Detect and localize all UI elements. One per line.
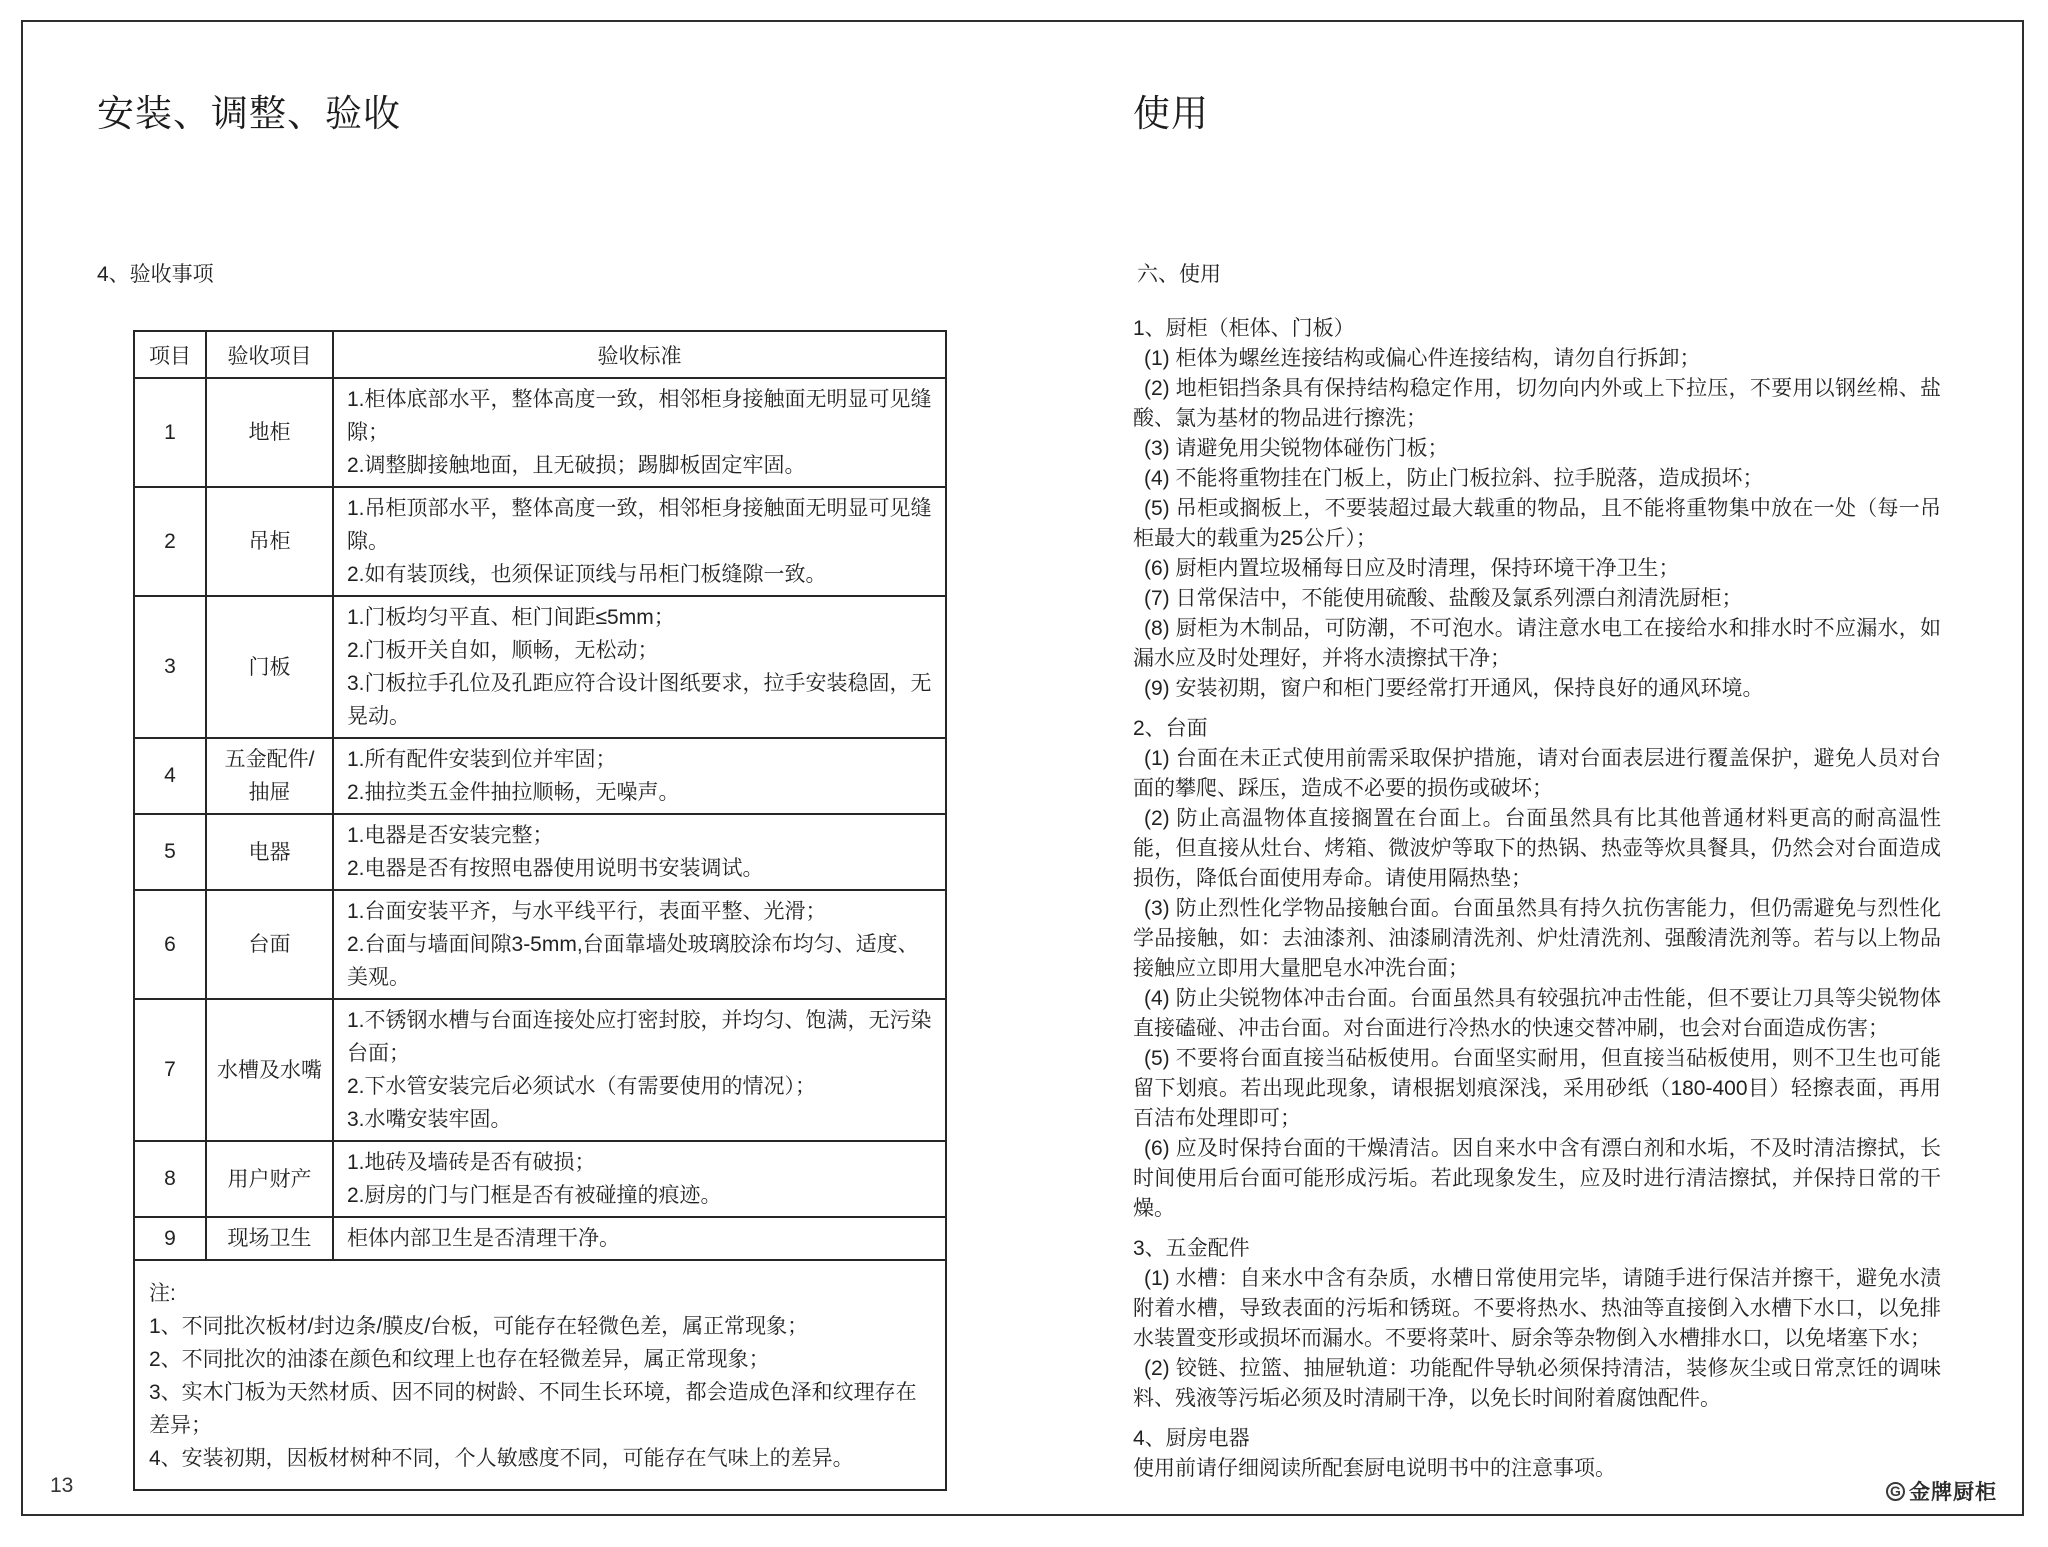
row-item: 水槽及水嘴	[206, 999, 333, 1141]
usage-item: (4) 防止尖锐物体冲击台面。台面虽然具有较强抗冲击性能，但不要让刀具等尖锐物体直接磕碰、冲击台面。对台面进行冷热水的快速交替冲刷，也会对台面造成伤害；	[1133, 987, 1941, 1040]
page-number: 13	[50, 1474, 74, 1497]
row-standards	[333, 378, 946, 487]
row-number: 6	[134, 890, 206, 999]
row-item: 现场卫生	[206, 1217, 333, 1260]
note-line: 3、实木门板为天然材质、因不同的树龄、不同生长环境，都会造成色泽和纹理存在差异；	[149, 1381, 917, 1437]
usage-item: (1) 柜体为螺丝连接结构或偏心件连接结构，请勿自行拆卸；	[1144, 347, 1701, 370]
row-item: 地柜	[206, 378, 333, 487]
usage-item: (7) 日常保洁中，不能使用硫酸、盐酸及氯系列漂白剂清洗厨柜；	[1144, 587, 1743, 610]
row-number: 1	[134, 378, 206, 487]
standard-line: 2.抽拉类五金件抽拉顺畅，无噪声。	[347, 781, 680, 804]
standard-line: 1.吊柜顶部水平，整体高度一致，相邻柜身接触面无明显可见缝隙。	[347, 497, 932, 553]
row-item: 电器	[206, 814, 333, 890]
usage-body	[1133, 314, 1941, 1484]
row-item: 台面	[206, 890, 333, 999]
table-notes-row	[134, 1260, 946, 1490]
usage-item: (2) 防止高温物体直接搁置在台面上。台面虽然具有比其他普通材料更高的耐高温性能，但直接从灶台、烤箱、微波炉等取下的热锅、热壶等炊具餐具，仍然会对台面造成损伤，降低台面使用寿命。请使用隔热垫；	[1133, 807, 1941, 890]
usage-item: (6) 应及时保持台面的干燥清洁。因自来水中含有漂白剂和水垢，不及时清洁擦拭，长时间使用后台面可能形成污垢。若此现象发生，应及时进行清洁擦拭，并保持日常的干燥。	[1133, 1137, 1941, 1220]
usage-item: (3) 防止烈性化学物品接触台面。台面虽然具有持久抗伤害能力，但仍需避免与烈性化学品接触，如：去油漆剂、油漆刷清洗剂、炉灶清洗剂、强酸清洗剂等。若与以上物品接触应立即用大量肥皂水冲洗台面；	[1133, 897, 1941, 980]
usage-item: (8) 厨柜为木制品，可防潮，不可泡水。请注意水电工在接给水和排水时不应漏水，如漏水应及时处理好，并将水渍擦拭干净；	[1133, 617, 1941, 670]
standard-line: 1.台面安装平齐，与水平线平行，表面平整、光滑；	[347, 900, 827, 923]
table-row	[134, 596, 946, 738]
row-standards	[333, 814, 946, 890]
goldenhome-logo-icon: G	[1886, 1482, 1905, 1501]
usage-item: (3) 请避免用尖锐物体碰伤门板；	[1144, 437, 1449, 460]
standard-line: 2.下水管安装完后必须试水（有需要使用的情况）；	[347, 1075, 817, 1098]
row-item: 五金配件/抽屉	[206, 738, 333, 814]
row-standards	[333, 999, 946, 1141]
note-line: 4、安装初期，因板材树种不同，个人敏感度不同，可能存在气味上的差异。	[149, 1447, 854, 1470]
row-standards	[333, 596, 946, 738]
row-standards	[333, 890, 946, 999]
note-line: 1、不同批次板材/封边条/膜皮/台板，可能存在轻微色差，属正常现象；	[149, 1315, 809, 1338]
usage-section-heading: 4、厨房电器	[1133, 1427, 1250, 1450]
usage-item: (4) 不能将重物挂在门板上，防止门板拉斜、拉手脱落，造成损坏；	[1144, 467, 1764, 490]
standard-line: 2.如有装顶线，也须保证顶线与吊柜门板缝隙一致。	[347, 563, 827, 586]
row-number: 9	[134, 1217, 206, 1260]
usage-item: (2) 铰链、拉篮、抽屉轨道：功能配件导轨必须保持清洁，装修灰尘或日常烹饪的调味料、残液等污垢必须及时清刷干净，以免长时间附着腐蚀配件。	[1133, 1357, 1941, 1410]
table-row	[134, 1141, 946, 1217]
table-row	[134, 378, 946, 487]
row-number: 2	[134, 487, 206, 596]
left-section-label: 4、验收事项	[97, 263, 214, 286]
brand-name: 金牌厨柜	[1909, 1481, 1997, 1504]
table-row	[134, 999, 946, 1141]
standard-line: 1.地砖及墙砖是否有破损；	[347, 1151, 596, 1174]
table-row	[134, 487, 946, 596]
header-acceptance-standard: 验收标准	[333, 331, 946, 378]
usage-section-heading: 2、台面	[1133, 717, 1208, 740]
usage-item: 使用前请仔细阅读所配套厨电说明书中的注意事项。	[1133, 1457, 1616, 1480]
standard-line: 2.厨房的门与门框是否有被碰撞的痕迹。	[347, 1184, 722, 1207]
standard-line: 2.台面与墙面间隙3-5mm,台面靠墙处玻璃胶涂布均匀、适度、美观。	[347, 933, 919, 989]
usage-item: (6) 厨柜内置垃圾桶每日应及时清理，保持环境干净卫生；	[1144, 557, 1680, 580]
standard-line: 1.所有配件安装到位并牢固；	[347, 748, 617, 771]
table-header-row	[134, 331, 946, 378]
standard-line: 2.调整脚接触地面，且无破损；踢脚板固定牢固。	[347, 454, 806, 477]
notes-label: 注:	[149, 1282, 176, 1305]
standard-line: 1.门板均匀平直、柜门间距≤5mm；	[347, 606, 675, 629]
row-number: 7	[134, 999, 206, 1141]
acceptance-table	[133, 330, 947, 1491]
usage-item: (9) 安装初期，窗户和柜门要经常打开通风，保持良好的通风环境。	[1144, 677, 1764, 700]
table-row	[134, 1217, 946, 1260]
row-standards	[333, 1217, 946, 1260]
header-item-no: 项目	[134, 331, 206, 378]
row-number: 3	[134, 596, 206, 738]
table-notes-cell	[134, 1260, 946, 1490]
row-standards	[333, 487, 946, 596]
usage-item: (1) 台面在未正式使用前需采取保护措施，请对台面表层进行覆盖保护，避免人员对台面的攀爬、踩压，造成不必要的损伤或破坏；	[1133, 747, 1941, 800]
row-standards	[333, 1141, 946, 1217]
standard-line: 柜体内部卫生是否清理干净。	[347, 1227, 620, 1250]
usage-item: (5) 不要将台面直接当砧板使用。台面坚实耐用，但直接当砧板使用，则不卫生也可能留下划痕。若出现此现象，请根据划痕深浅，采用砂纸（180-400目）轻擦表面，再用百洁布处理即可；	[1133, 1047, 1941, 1130]
row-item: 用户财产	[206, 1141, 333, 1217]
usage-section-heading: 3、五金配件	[1133, 1237, 1250, 1260]
table-row	[134, 738, 946, 814]
table-row	[134, 814, 946, 890]
row-number: 8	[134, 1141, 206, 1217]
usage-item: (1) 水槽：自来水中含有杂质，水槽日常使用完毕，请随手进行保洁并擦干，避免水渍附着水槽，导致表面的污垢和锈斑。不要将热水、热油等直接倒入水槽下水口，以免排水装置变形或损坏而漏水。不要将菜叶、厨余等杂物倒入水槽排水口，以免堵塞下水；	[1133, 1267, 1941, 1350]
right-section-label: 六、使用	[1137, 263, 1221, 286]
standard-line: 2.电器是否有按照电器使用说明书安装调试。	[347, 857, 764, 880]
standard-line: 3.水嘴安装牢固。	[347, 1108, 512, 1131]
row-number: 4	[134, 738, 206, 814]
standard-line: 1.电器是否安装完整；	[347, 824, 554, 847]
standard-line: 2.门板开关自如，顺畅，无松动；	[347, 639, 659, 662]
header-acceptance-item: 验收项目	[206, 331, 333, 378]
row-item: 吊柜	[206, 487, 333, 596]
usage-item: (5) 吊柜或搁板上，不要装超过最大载重的物品，且不能将重物集中放在一处（每一吊柜最大的载重为25公斤）；	[1133, 497, 1941, 550]
left-page-title: 安装、调整、验收	[97, 93, 401, 134]
right-page-title: 使用	[1133, 93, 1209, 134]
usage-item: (2) 地柜铝挡条具有保持结构稳定作用，切勿向内外或上下拉压，不要用以钢丝棉、盐酸、氯为基材的物品进行擦洗；	[1133, 377, 1941, 430]
note-line: 2、不同批次的油漆在颜色和纹理上也存在轻微差异，属正常现象；	[149, 1348, 770, 1371]
standard-line: 1.柜体底部水平，整体高度一致，相邻柜身接触面无明显可见缝隙；	[347, 388, 932, 444]
standard-line: 3.门板拉手孔位及孔距应符合设计图纸要求，拉手安装稳固，无晃动。	[347, 672, 932, 728]
brand-logo	[1886, 1476, 1997, 1506]
row-item: 门板	[206, 596, 333, 738]
row-number: 5	[134, 814, 206, 890]
standard-line: 1.不锈钢水槽与台面连接处应打密封胶，并均匀、饱满，无污染台面；	[347, 1009, 932, 1065]
table-row	[134, 890, 946, 999]
usage-section-heading: 1、厨柜（柜体、门板）	[1133, 317, 1355, 340]
row-standards	[333, 738, 946, 814]
